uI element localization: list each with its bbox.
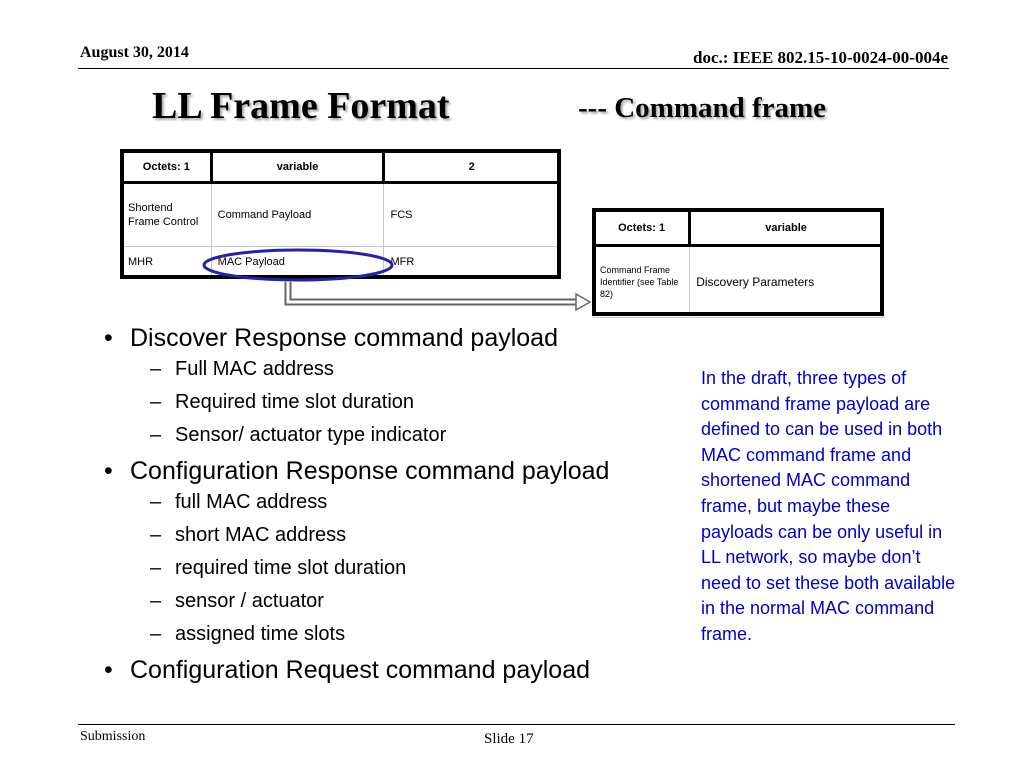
cmd-cell-discovery-params: Discovery Parameters: [690, 246, 883, 318]
side-note: In the draft, three types of command frame payload are defined to can be used in both MAC command frame and shortened MAC command frame, but maybe these payloads can be only useful in LL network, so maybe don’t need to set these both available in the normal MAC command frame.: [701, 368, 956, 644]
bullet-list: [97, 324, 609, 690]
mac-payload-highlight-ellipse: [204, 250, 392, 280]
frame-cell-mfr: MFR: [384, 247, 560, 277]
footer-submission: Submission: [80, 729, 146, 744]
frame-cell-fcs: FCS: [384, 183, 560, 247]
sub-bullet: – Full MAC address: [97, 358, 609, 391]
sub-bullet: – required time slot duration: [97, 557, 609, 590]
bullet-configuration-response: • Configuration Response command payload: [97, 457, 609, 491]
footer-rule: [78, 724, 955, 725]
cmd-header-variable: variable: [690, 210, 883, 246]
frame-cell-mhr: MHR: [122, 247, 212, 277]
sub-bullet: – sensor / actuator: [97, 590, 609, 623]
frame-cell-shortend-fc: Shortend Frame Control: [122, 183, 212, 247]
sub-bullet: – assigned time slots: [97, 623, 609, 656]
sub-bullet: – short MAC address: [97, 524, 609, 557]
bullet-discover-response: • Discover Response command payload: [97, 324, 609, 358]
frame-header-octets: Octets: 1: [122, 151, 212, 183]
cmd-cell-identifier: Command Frame Identifier (see Table 82): [594, 246, 690, 318]
bullet-configuration-request: • Configuration Request command payload: [97, 656, 609, 690]
slide-subtitle: --- Command frame: [578, 92, 827, 124]
header-doc-id: doc.: IEEE 802.15-10-0024-00-004e: [693, 48, 948, 67]
header-date: August 30, 2014: [80, 44, 189, 61]
footer-slide-number: Slide 17: [484, 731, 534, 747]
cmd-header-octets: Octets: 1: [594, 210, 690, 246]
frame-header-2: 2: [384, 151, 560, 183]
sub-bullet: – Required time slot duration: [97, 391, 609, 424]
sub-bullet: – Sensor/ actuator type indicator: [97, 424, 609, 457]
frame-cell-command-payload: Command Payload: [211, 183, 384, 247]
frame-header-variable: variable: [211, 151, 384, 183]
frame-cell-mac-payload: MAC Payload: [211, 247, 384, 277]
slide-title: LL Frame Format: [152, 85, 450, 127]
connector-arrow-icon: [288, 282, 590, 310]
sub-bullet: – full MAC address: [97, 491, 609, 524]
